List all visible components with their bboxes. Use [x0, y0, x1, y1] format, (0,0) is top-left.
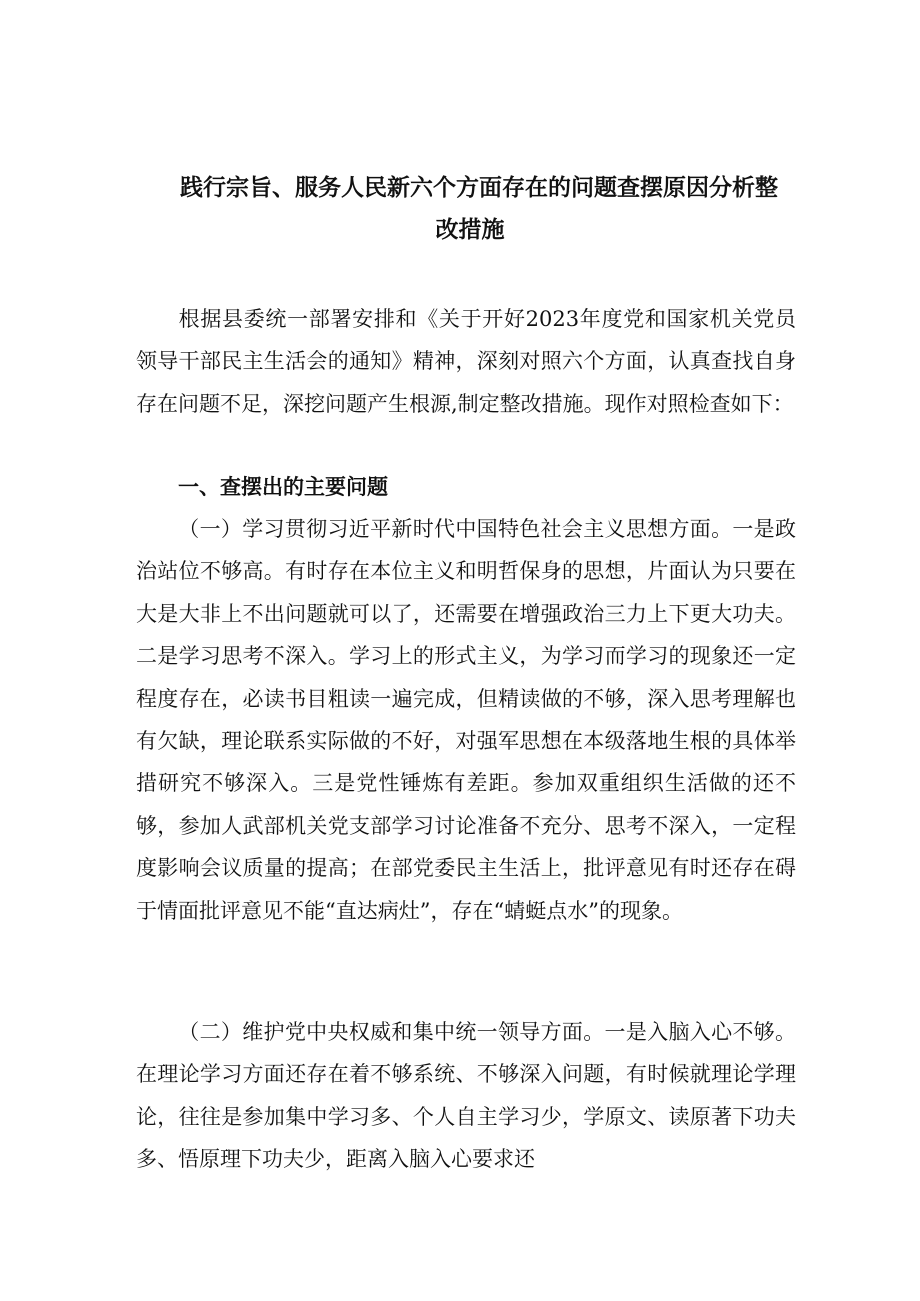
paragraph-1-text: （一）学习贯彻习近平新时代中国特色社会主义思想方面。一是政治站位不够高。有时存在本位主义和明哲保身的思想，片面认为只要在大是大非上不出问题就可以了，还需要在增强政治三力上下更大功夫。二是学习思考不深入。学习上的形式主义，为学习而学习的现象还一定程度存在，必读书目粗读一遍完成，但精读做的不够，深入思考理解也有欠缺，理论联系实际做的不好，对强军思想在本级落地生根的具体举措研究不够深入。三是党性锤炼有差距。参加双重组织生活做的还不够，参加人武部机关党支部学习讨论准备不充分、思考不深入，一定程度影响会议质量的提高；在部党委民主生活上，批评意见有时还存在碍于情面批评意见不能“直达病灶”，存在“蜻蜓点水”的现象。 — [136, 517, 796, 923]
paragraph-2 — [136, 1011, 796, 1181]
document-title-line-1: 践行宗旨、服务人民新六个方面存在的问题查摆原因分析整 — [180, 175, 778, 201]
section-1-heading: 一、查摆出的主要问题 — [178, 475, 388, 499]
paragraph-2-text: （二）维护党中央权威和集中统一领导方面。一是入脑入心不够。在理论学习方面还存在着不够系统、不够深入问题，有时候就理论学理论，往往是参加集中学习多、个人自主学习少，学原文、读原著下功夫多、悟原理下功夫少，距离入脑入心要求还 — [136, 1020, 796, 1172]
intro-paragraph — [136, 298, 796, 425]
paragraph-1 — [136, 508, 796, 932]
intro-text: 根据县委统一部署安排和《关于开好2023年度党和国家机关党员领导干部民主生活会的通知》精神，深刻对照六个方面，认真查找自身存在问题不足，深挖问题产生根源,制定整改措施。现作对照检查如下： — [136, 307, 796, 416]
document-title-line-2: 改措施 — [435, 217, 505, 243]
